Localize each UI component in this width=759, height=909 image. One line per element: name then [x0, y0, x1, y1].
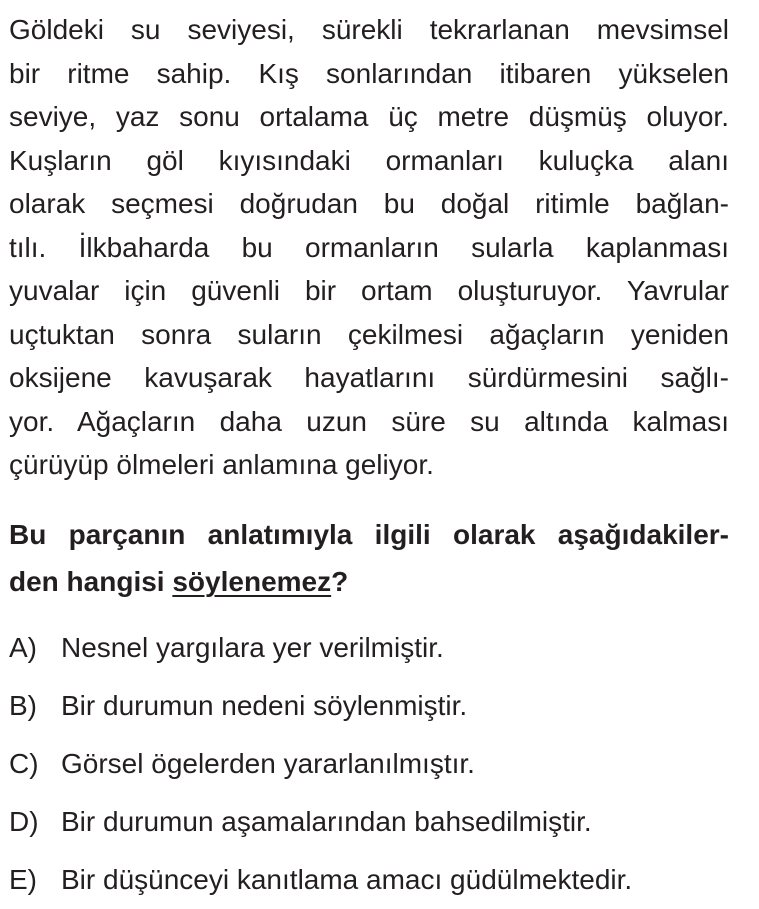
option-letter: A) [9, 632, 37, 663]
passage-line: olarak seçmesi doğrudan bu doğal ritimle bağlan- [9, 188, 729, 219]
passage-line: bir ritme sahip. Kış sonlarından itibaren yükselen [9, 57, 729, 89]
answer-option-e[interactable] [9, 851, 729, 909]
question-line-2 [9, 558, 729, 605]
option-letter: C) [9, 748, 39, 779]
option-letter: E) [9, 864, 37, 895]
question-mark: ? [331, 566, 349, 597]
question-prefix: den hangisi [9, 566, 173, 597]
option-letter: D) [9, 806, 39, 837]
passage-line: yuvalar için güvenli bir ortam oluşturuyor. Yavrular [9, 275, 729, 306]
passage-line: Kuşların göl kıyısındaki ormanları kuluçka alanı [9, 144, 729, 176]
option-text: Bir düşünceyi kanıtlama amacı güdülmektedir. [61, 864, 633, 895]
passage-line: oksijene kavuşarak hayatlarını sürdürmesini sağlı- [9, 362, 729, 393]
option-text: Bir durumun nedeni söylenmiştir. [61, 690, 468, 721]
passage-line: uçtuktan sonra suların çekilmesi ağaçların yeniden [9, 318, 729, 350]
passage-line: yor. Ağaçların daha uzun süre su altında kalması [9, 405, 729, 437]
answer-option-c[interactable] [9, 735, 729, 793]
answer-option-d[interactable] [9, 793, 729, 851]
option-text: Nesnel yargılara yer verilmiştir. [61, 632, 444, 663]
option-text: Görsel ögelerden yararlanılmıştır. [61, 748, 475, 779]
question-stem [9, 511, 729, 605]
passage-line: çürüyüp ölmeleri anlamına geliyor. [9, 449, 434, 480]
passage-line: seviye, yaz sonu ortalama üç metre düşmüş oluyor. [9, 101, 729, 132]
option-text: Bir durumun aşamalarından bahsedilmiştir. [61, 806, 592, 837]
option-letter: B) [9, 690, 37, 721]
question-line-1: Bu parçanın anlatımıyla ilgili olarak aşağıdakiler- [9, 519, 729, 550]
answer-option-b[interactable] [9, 677, 729, 735]
answer-option-a[interactable] [9, 619, 729, 677]
passage-line: tılı. İlkbaharda bu ormanların sularla kaplanması [9, 231, 729, 263]
emphasized-word: söylenemez [172, 566, 332, 597]
reading-passage [9, 8, 729, 487]
passage-line: Göldeki su seviyesi, sürekli tekrarlanan mevsimsel [9, 14, 729, 45]
answer-options [9, 619, 729, 909]
